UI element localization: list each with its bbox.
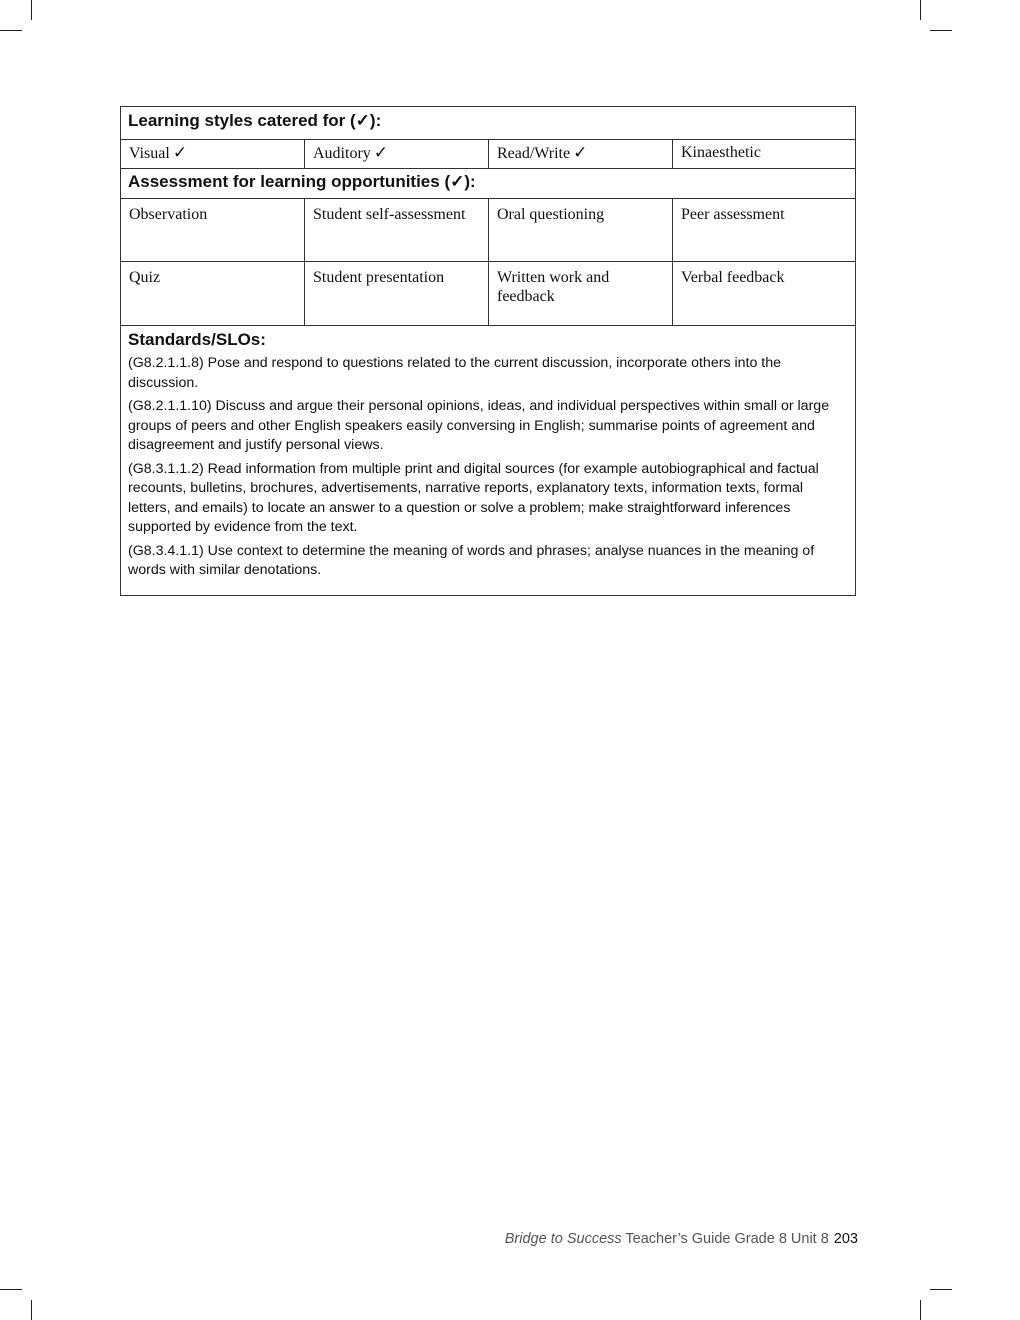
footer-subtitle: Teacher’s Guide Grade 8 Unit 8 [621, 1231, 829, 1247]
page-footer [505, 1231, 858, 1247]
footer-book-title: Bridge to Success [504, 1231, 622, 1247]
standard-item: (G8.2.1.1.10) Discuss and argue their personal opinions, ideas, and individual perspectives within small or large groups of peers and other English speakers easily conversing in English; summarise points of agreement and disagreement and justify personal views. [128, 398, 830, 453]
assessment-observation: Observation [121, 199, 305, 261]
crop-mark [920, 0, 921, 20]
assessment-heading [121, 169, 855, 199]
check-icon: ✓ [573, 143, 588, 163]
learning-styles-heading-text: Learning styles catered for (✓): [128, 111, 382, 130]
standards-section [121, 325, 855, 595]
learning-styles-heading [121, 107, 855, 140]
assessment-self-assessment: Student self-assessment [305, 199, 489, 261]
learning-style-read-write: Read/Write ✓ [489, 140, 673, 168]
assessment-written-work: Written work and feedback [489, 262, 673, 325]
learning-style-visual: Visual ✓ [121, 140, 305, 168]
page-number: 203 [833, 1231, 858, 1247]
assessment-row-2 [121, 262, 855, 326]
learning-style-kinaesthetic: Kinaesthetic [681, 144, 761, 161]
crop-mark [920, 1300, 921, 1320]
assessment-peer-assessment: Peer assessment [681, 206, 785, 223]
check-icon: ✓ [373, 143, 389, 163]
lesson-plan-table [120, 106, 856, 596]
crop-mark [31, 1300, 32, 1320]
crop-mark [31, 0, 32, 20]
crop-mark [0, 1289, 22, 1290]
assessment-quiz: Quiz [121, 262, 305, 325]
assessment-row-1 [121, 199, 855, 262]
crop-mark [930, 1289, 952, 1290]
assessment-heading-text: Assessment for learning opportunities (✓): [128, 172, 476, 191]
crop-mark [0, 30, 22, 31]
crop-mark [930, 30, 952, 31]
standard-item: (G8.2.1.1.8) Pose and respond to questions related to the current discussion, incorporate others into the discussion. [128, 355, 782, 391]
assessment-verbal-feedback: Verbal feedback [681, 269, 785, 286]
assessment-student-presentation: Student presentation [305, 262, 489, 325]
standard-item: (G8.3.1.1.2) Read information from multiple print and digital sources (for example autobiographical and factual recounts, bulletins, brochures, advertisements, narrative reports, explanatory texts, information texts, formal letters, and emails) to locate an answer to a question or solve a problem; make straightforward inferences supported by evidence from the text. [128, 460, 819, 535]
standards-heading: Standards/SLOs: [128, 330, 266, 349]
check-icon: ✓ [172, 143, 188, 163]
assessment-oral-questioning: Oral questioning [489, 199, 673, 261]
learning-style-auditory: Auditory ✓ [305, 140, 489, 168]
standard-item: (G8.3.4.1.1) Use context to determine the meaning of words and phrases; analyse nuances in the meaning of words with similar denotations. [128, 542, 815, 578]
learning-styles-row [121, 140, 855, 169]
